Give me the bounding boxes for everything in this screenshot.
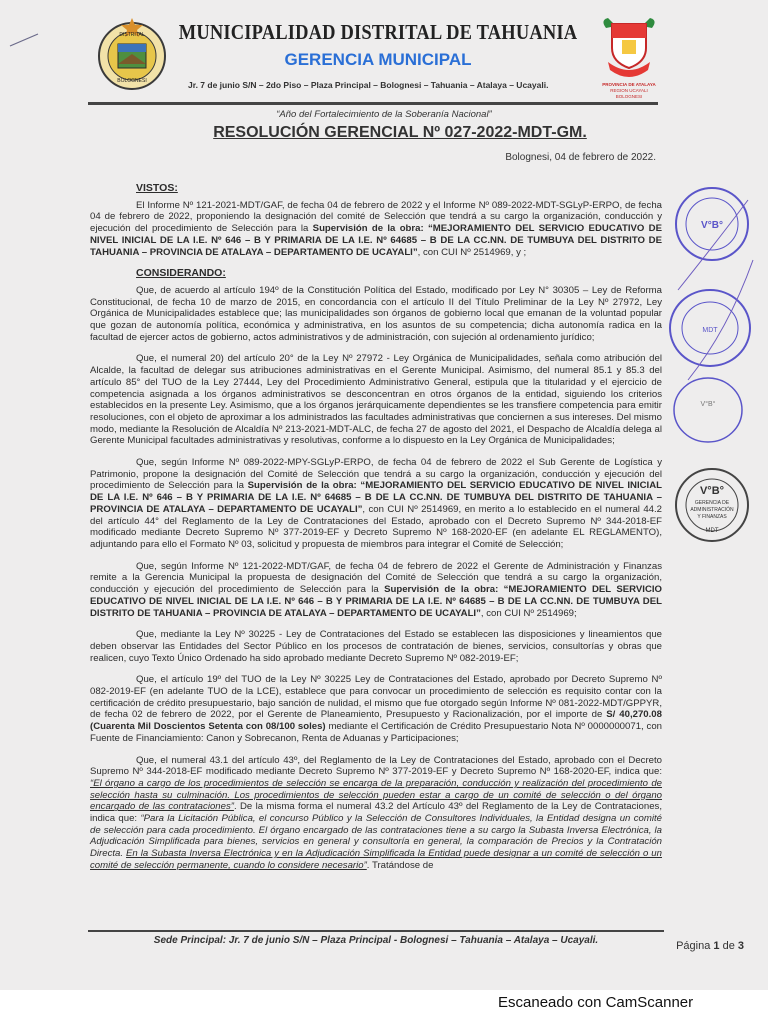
paragraph-6-text: Que, el artículo 19º del TUO de la Ley Nº 30225 Ley de Contrataciones del Estado, aprobado por Decreto Supremo Nº 082-2019-EF (en adelante TUO de la LCE), establece que para convocar un procedimiento de selección es requisito contar con la certificación de crédito presupuestario, bajo sanción de nulidad, el mismo que fue otorgado según Informe Nº 081-2022-MDT/GPPYR, de fecha 02 de febrero de 2022, por el Gerente de Planeamiento, Presupuesto y Racionalización, por el importe de <box>90 674 662 721</box>
svg-text:V°B°: V°B° <box>700 401 716 408</box>
page-prefix: Página <box>676 940 714 952</box>
svg-text:MDT: MDT <box>702 327 718 334</box>
footer-divider <box>88 930 664 932</box>
logo-top-text: DISTRITAL <box>119 32 145 38</box>
considerando-paragraph-4 <box>90 561 662 620</box>
paragraph-7-text-mid: . De la misma forma el numeral 43.2 del Artículo 43º del Reglamento de la Ley de Contrataciones, indica que: <box>90 801 662 825</box>
pen-mark-icon <box>8 30 48 50</box>
stamp4-line2: GERENCIA DE <box>694 500 730 506</box>
considerando-paragraph-2: Que, el numeral 20) del artículo 20° de la Ley Nº 27972 - Ley Orgánica de Municipalidades, señala como atribución del Alcalde, la facultad de delegar sus atribuciones administrativas en el Gerente Municipal. Asimismo, del numeral 85.1 y 85.3 del artículo 85° del TUO de la Ley 27444, Ley del Procedimiento Administrativo General, estipula que la titularidad y el ejercicio de competencia asignada a los órganos administrativos se desconcentran en otros órganos de la entidad, siguiendo los criterios establecidos en la presente Ley. Asimismo, que a los órganos jerárquicamente dependientes se les transfiere competencia para emitir resoluciones, con el objeto de aproximar a los administrados las facultades administrativas que conciernen a sus intereses. Del mismo modo, mediante la Resolución de Alcaldía Nº 213-2021-MDT-ALC, de fecha 27 de agosto del 2021, el Despacho de Alcaldía delega al Gerente Municipal facultades administrativas y resolutivas, conforme a lo dispuesto en la Ley Orgánica de Municipalidades; <box>90 353 662 447</box>
page-footer <box>88 930 664 946</box>
resolution-body <box>90 180 662 882</box>
vistos-text: El Informe Nº 121-2021-MDT/GAF, de fecha 04 de febrero de 2022 y el Informe Nº 089-2022-MDT-SGLyP-ERPO, de fecha 04 de febrero de 2022, proponiendo la designación del comité de Selección que tendrá a su cargo la organización, conducción y ejecución del procedimiento de Selección para la <box>90 199 662 235</box>
stamp4-line3: ADMINISTRACIÓN <box>690 507 734 513</box>
stamp-seals-icon <box>658 180 768 560</box>
header-divider <box>88 102 658 105</box>
approval-stamps <box>658 180 768 560</box>
region-caption: REGION UCAYALI <box>610 88 648 93</box>
stamp4-vb: V°B° <box>699 485 725 497</box>
paragraph-6-text-end: mediante el Certificación de Crédito Presupuestario Nota Nº 0000000071, con Fuente de Financiamiento: Canon y Sobrecanon, Renta de Aduanas y Participaciones; <box>90 721 662 744</box>
paragraph-4-project-name: Supervisión de la obra: “MEJORAMIENTO DEL SERVICIO EDUCATIVO DE NIVEL INICIAL DE LA I.E. Nº 646 – B Y PRIMARIA DE LA I.E. Nº 64685 – B DE LA CC.NN. DE TUMBUYA DEL DISTRITO DE TAHUANIA – PROVINCIA DE ATALAYA – DEPARTAMENTO DE UCAYALI” <box>90 584 662 619</box>
header-address: Jr. 7 de junio S/N – 2do Piso – Plaza Principal – Bolognesi – Tahuania – Atalaya – Ucayali. <box>188 80 549 90</box>
paragraph-3-text-end: , con CUI Nº 2514969, en merito a lo establecido en el numeral 44.2 del artículo 44° del Reglamento de la Ley de Contrataciones del Estado, aprobado con el Decreto Supremo Nº 344-2018-EF modificado mediante Decreto Supremo Nº 377-2019-EF y Decreto Supremo Nº 168-2020-EF (en adelante EL REGLAMENTO), adjuntando para ello el Formato Nº 03, solicitud y propuesta de miembros para integrar el Comité de Selección; <box>90 503 662 550</box>
logo-bottom-text: BOLOGNESI <box>117 78 147 84</box>
vistos-paragraph <box>90 200 662 259</box>
considerando-paragraph-7 <box>90 755 662 872</box>
province-caption: PROVINCIA DE ATALAYA <box>602 82 656 87</box>
vistos-text-end: , con CUI Nº 2514969, y ; <box>417 246 527 258</box>
peru-coat-of-arms-icon <box>598 14 660 102</box>
page-number <box>676 940 744 952</box>
gerencia-subtitle: GERENCIA MUNICIPAL <box>284 50 472 69</box>
paragraph-3-project-name: Supervisión de la obra: “MEJORAMIENTO DEL SERVICIO EDUCATIVO DE NIVEL INICIAL DE LA I.E. Nº 646 – B Y PRIMARIA DE LA I.E. Nº 64685 – B DE LA CC.NN. DE TUMBUYA DEL DISTRITO DE TAHUANIA – PROVINCIA DE ATALAYA – DEPARTAMENTO DE UCAYALI” <box>90 480 662 515</box>
resolution-title: RESOLUCIÓN GERENCIAL Nº 027-2022-MDT-GM. <box>213 124 587 141</box>
paragraph-7-quote-3: En la Subasta Inversa Electrónica y en la Adjudicación Simplificada la Entidad puede designar a un comité de selección o un comité de selección permanente, cuando lo considere necesario” <box>90 848 662 871</box>
considerando-heading: CONSIDERANDO: <box>136 267 226 280</box>
page-total: 3 <box>737 940 744 952</box>
stamp4-line5: MDT <box>705 528 719 534</box>
page-sep: de <box>719 940 738 952</box>
paragraph-7-text-end: . Tratándose de <box>366 859 434 871</box>
municipality-title: MUNICIPALIDAD DISTRITAL DE TAHUANIA <box>178 20 578 44</box>
considerando-paragraph-5: Que, mediante la Ley Nº 30225 - Ley de Contrataciones del Estado se establecen las disposiciones y lineamientos que deben observar las Entidades del Sector Público en los procesos de contratación de bienes, servicios, consultorías y obras que realicen, cuyo Texto Único Ordenado ha sido aprobado mediante Decreto Supremo Nº 082-2019-EF; <box>90 629 662 664</box>
vistos-heading: VISTOS: <box>136 182 178 194</box>
paragraph-4-text-end: , con CUI Nº 2514969; <box>480 607 577 619</box>
stamp4-line4: Y FINANZAS <box>697 514 727 520</box>
paragraph-7-quote-1: “El órgano a cargo de los procedimientos de selección se encarga de la preparación, conducción y realización del procedimiento de selección hasta su culminación. Los procedimientos de selección pueden estar a cargo de un comité de selección o del órgano encargado de las contrataciones” <box>90 777 662 813</box>
page-current: 1 <box>713 940 720 952</box>
camscanner-watermark: Escaneado con CamScanner <box>498 994 694 1011</box>
paragraph-7-text: Que, el numeral 43.1 del artículo 43º, del Reglamento de la Ley de Contrataciones del Estado, aprobado con el Decreto Supremo Nº 344-2018-EF modificado mediante Decreto Supremo Nº 377-2019-EF y Decreto Supremo Nº 168-2020-EF, indica que: <box>90 754 662 778</box>
letterhead <box>90 12 666 102</box>
considerando-paragraph-1: Que, de acuerdo al artículo 194º de la Constitución Política del Estado, modificado por Ley N° 30305 – Ley de Reforma Constitucional, de fecha 10 de marzo de 2015, en concordancia con el artículo II del Título Preliminar de la Ley Nº 27972, Ley Orgánica de Municipalidades establece que; las municipalidades son órganos de gobierno local que emanan de la voluntad popular que gozan de autonomía política, económica y administrativa, en los asuntos de su competencia; dicha autonomía radica en la facultad de ejercer actos de gobierno, actos administrativos y de administración, con sujeción al ordenamiento jurídico; <box>90 284 662 343</box>
vistos-project-name: Supervisión de la obra: “MEJORAMIENTO DEL SERVICIO EDUCATIVO DE NIVEL INICIAL DE LA I.E. Nº 646 – B Y PRIMARIA DE LA I.E. Nº 64685 – B DE LA CC.NN. DE TUMBUYA DEL DISTRITO DE TAHUANIA – PROVINCIA DE ATALAYA – DEPARTAMENTO DE UCAYALI” <box>90 223 662 258</box>
paragraph-3-text: Que, según Informe Nº 089-2022-MPY-SGLyP-ERPO, de fecha 04 de febrero de 2022 el Sub Gerente de Logística y Patrimonio, propone la designación del Comité de Selección que tendrá a su cargo la organización, conducción y ejecución del procedimiento de Selección para la <box>90 457 662 492</box>
district-caption: BOLOGNESI <box>615 94 643 99</box>
considerando-paragraph-3 <box>90 457 662 551</box>
paragraph-4-text: Que, según Informe Nº 121-2022-MDT/GAF, de fecha 04 de febrero de 2022 el Gerente de Administración y Finanzas remite a la Gerencia Municipal la propuesta de designación del Comité de Selección que tendrá a su cargo la organización, conducción y ejecución del procedimiento de Selección para la <box>90 560 662 596</box>
paragraph-7-quote-2: “Para la Licitación Pública, el concurso Público y la Selección de Consultores Individuales, la Entidad designa un comité de selección para cada procedimiento. El órgano encargado de las contrataciones tiene a su cargo la Subasta Inversa Electrónica, la Adjudicación Simplificada para bienes, servicios en general y consultoría en general, la comparación de Precios y la Contratación Directa. <box>90 813 662 860</box>
svg-text:V°B°: V°B° <box>701 220 723 231</box>
budget-amount: S/ 40,270.08 (Cuarenta Mil Doscientos Setenta con 08/100 soles) <box>90 709 662 733</box>
considerando-paragraph-6 <box>90 674 662 744</box>
year-motto: “Año del Fortalecimiento de la Soberanía Nacional” <box>276 109 492 120</box>
resolution-date: Bolognesi, 04 de febrero de 2022. <box>505 152 656 163</box>
footer-address: Sede Principal: Jr. 7 de junio S/N – Plaza Principal - Bolognesi – Tahuania – Atalaya – Ucayali. <box>153 935 599 946</box>
